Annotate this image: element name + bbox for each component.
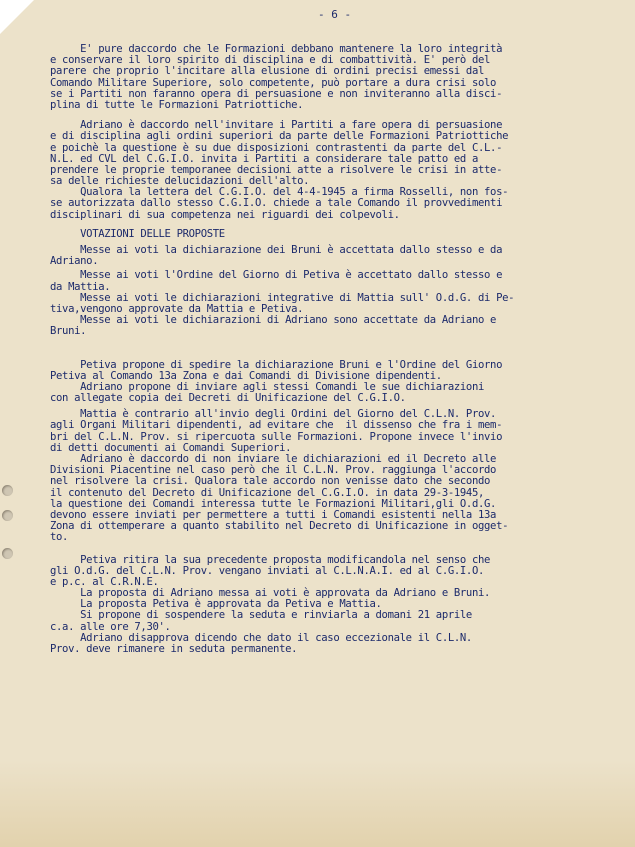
text-line: disciplinari di sua competenza nei riguardi dei colpevoli. [50,208,400,221]
text-line: sa delle richieste delucidazioni dell'alto. [50,175,310,188]
text-line: il contenuto del Decreto di Unificazione del C.G.I.O. in data 29-3-1945, [50,486,485,499]
typed-body-text [50,8,635,655]
text-line: agli Organi Militari dipendenti, ad evitare che il dissenso che fra i mem- [50,419,503,432]
paragraph-gap [50,338,635,360]
text-line: Adriano propone di inviare agli stessi Comandi le sue dichiarazioni [50,380,485,393]
text-line: e p.c. al C.R.N.E. [50,575,159,588]
text-line: se autorizzata dallo stesso C.G.I.O. chiede a tale Comando il provvedimenti [50,197,503,210]
text-line: devono essere inviati per permettere a tutti i Comandi esistenti nella 13a [50,508,497,521]
text-line: tiva,vengono approvate da Mattia e Petiva. [50,302,304,315]
text-line: Petiva ritira la sua precedente proposta modificandola nel senso che [50,553,491,566]
text-line: Zona di ottemperare a quanto stabilito nel Decreto di Unificazione in ogget- [50,520,509,533]
text-line: e di disciplina agli ordini superiori da parte delle Formazioni Patriottiche [50,130,509,143]
text-line: di detti documenti ai Comandi Superiori. [50,441,292,454]
text-line: con allegate copia dei Decreti di Unificazione del C.G.I.O. [50,392,406,405]
punch-hole [2,485,13,496]
text-line: Messe ai voti le dichiarazioni di Adriano sono accettate da Adriano e [50,314,497,327]
text-line: N.L. ed CVL del C.G.I.O. invita i Partiti a considerare tale patto ed a [50,152,478,165]
paragraph-gap [50,544,635,555]
text-line: to. [50,531,69,544]
text-line: Mattia è contrario all'invio degli Ordini del Giorno del C.L.N. Prov. [50,408,497,421]
text-line: Comando Militare Superiore, solo competente, può portare a dura crisi solo [50,76,497,89]
text-line: Si propone di sospendere la seduta e rinviarla a domani 21 aprile [50,609,472,622]
text-line: la questione dei Comandi interessa tutte le Formazioni Militari,gli O.d.G. [50,497,497,510]
text-line: Bruni. [50,325,87,338]
text-line: prendere le proprie temporanee decisioni atte a risolvere le crisi in atte- [50,163,503,176]
text-line: La proposta di Adriano messa ai voti è approvata da Adriano e Bruni. [50,587,491,600]
text-line: Messe ai voti la dichiarazione dei Bruni è accettata dallo stesso e da [50,244,503,256]
punch-hole [2,548,13,559]
text-line: nel risolvere la crisi. Qualora tale accordo non venisse dato che secondo [50,475,491,488]
text-line: bri del C.L.N. Prov. si ripercuota sulle Formazioni. Propone invece l'invio [50,430,503,443]
text-line: da Mattia. [50,280,111,293]
text-line: e poichè la questione è su due disposizioni contrastenti da parte del C.L.- [50,141,503,154]
text-line: parere che proprio l'incitare alla elusione di ordini precisi emessi dal [50,65,485,78]
text-line: Divisioni Piacentine nel caso però che il C.L.N. Prov. raggiunga l'accordo [50,464,497,477]
folded-corner [0,0,34,34]
text-line: La proposta Petiva è approvata da Petiva e Mattia. [50,598,382,611]
text-line: Qualora la lettera del C.G.I.O. del 4-4-1945 a firma Rosselli, non fos- [50,186,509,199]
text-line: E' pure daccordo che le Formazioni debbano mantenere la loro integrità [50,43,503,55]
text-line: c.a. alle ore 7,30'. [50,620,171,633]
text-line: Petiva propone di spedire la dichiarazione Bruni e l'Ordine del Giorno [50,358,503,371]
text-line: e conservare il loro spirito di disciplina e di combattività. E' però del [50,54,491,67]
text-line: Messe ai voti l'Ordine del Giorno di Petiva è accettato dallo stesso e [50,269,503,282]
text-line: gli O.d.G. del C.L.N. Prov. vengano inviati al C.L.N.A.I. ed al C.G.I.O. [50,564,485,577]
text-line: Adriano è daccordo nell'invitare i Partiti a fare opera di persuasione [50,119,503,132]
text-line: Adriano è daccordo di non inviare le dichiarazioni ed il Decreto alle [50,453,497,465]
text-line: Prov. deve rimanere in seduta permanente. [50,643,298,655]
punch-hole [2,510,13,521]
paper-stain [0,760,635,847]
text-line: Adriano disapprova dicendo che dato il caso eccezionale il C.L.N. [50,631,472,644]
text-line: VOTAZIONI DELLE PROPOSTE [50,227,225,240]
text-line: plina di tutte le Formazioni Patriottiche. [50,98,304,111]
page-number: - 6 - [318,8,352,21]
paragraph-gap [50,8,635,44]
text-line: Messe ai voti le dichiarazioni integrative di Mattia sull' O.d.G. di Pe- [50,291,515,304]
text-line: se i Partiti non faranno opera di persuasione e non inviteranno alla disci- [50,87,503,100]
text-line: Petiva al Comando 13a Zona e dai Comandi di Divisione dipendenti. [50,369,442,382]
text-line: Adriano. [50,255,99,268]
